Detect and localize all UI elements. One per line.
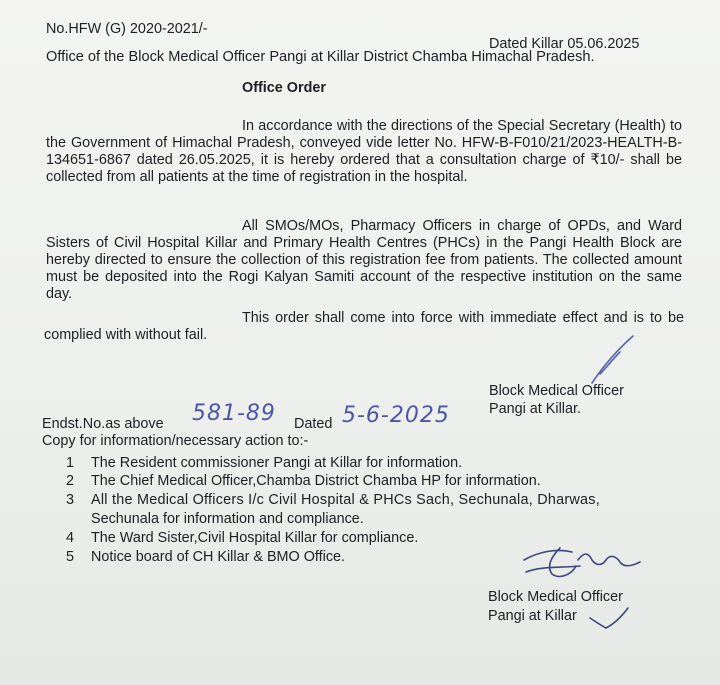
signatory-place-1: Pangi at Killar. (489, 401, 581, 417)
paragraph-1: In accordance with the directions of the Special Secretary (Health) to the Government of Himachal Pradesh, conveyed vide letter No. HFW-B-F010/21/2023-HEALTH-B-134651-6867 dated 26.05.2025, it is hereby ordered that a consultation charge of ₹10/- shall be collected from all patients at the time of registration in the hospital. (46, 118, 682, 185)
endorsement-label: Endst.No.as above (42, 416, 164, 432)
copy-item-number: 3 (65, 492, 74, 508)
signature-mark-1 (592, 336, 633, 383)
copy-item-number: 5 (65, 549, 74, 565)
copy-item-text: The Chief Medical Officer,Chamba District Chamba HP for information. (91, 473, 541, 489)
copy-item-number: 1 (65, 455, 74, 471)
copy-item-text: Notice board of CH Killar & BMO Office. (91, 549, 346, 565)
dated-line: Dated Killar 05.06.2025 (489, 36, 640, 52)
paragraph-2: All SMOs/MOs, Pharmacy Officers in charge of OPDs, and Ward Sisters of Civil Hospital Killar and Primary Health Centres (PHCs) in the Pangi Health Block are hereby directed to ensure the collection of this registration fee from patients. The collected amount must be deposited into the Rogi Kalyan Samiti account of the respective institution on the same day. (46, 218, 682, 302)
signatory-place-2: Pangi at Killar (488, 608, 577, 624)
document-title: Office Order (242, 80, 326, 96)
signature-mark-2 (524, 548, 640, 576)
copy-item-text: The Resident commissioner Pangi at Killar for information. (91, 455, 463, 471)
copy-item-text: All the Medical Officers I/c Civil Hospital & PHCs Sach, Sechunala, Dharwas, (91, 492, 601, 508)
copy-item-number: 4 (65, 530, 74, 546)
handwritten-endorsement-number: 581-89 (192, 401, 276, 426)
handwritten-endorsement-date: 5-6-2025 (342, 403, 450, 428)
office-line: Office of the Block Medical Officer Pangi at Killar District Chamba Himachal Pradesh. (46, 49, 595, 65)
copy-item-text: The Ward Sister,Civil Hospital Killar for compliance. (91, 530, 419, 546)
copy-item-number: 2 (65, 473, 74, 489)
tick-mark (590, 608, 628, 628)
copy-item-text-continued: Sechunala for information and compliance. (91, 511, 364, 527)
reference-number: No.HFW (G) 2020-2021/- (46, 21, 208, 37)
signatory-title-2: Block Medical Officer (488, 589, 623, 605)
paragraph-3: This order shall come into force with immediate effect and is to be complied with without fail. (44, 310, 684, 343)
endorsement-dated-label: Dated (294, 416, 333, 432)
signatory-title-1: Block Medical Officer (489, 383, 624, 399)
copy-line: Copy for information/necessary action to:- (42, 433, 309, 449)
